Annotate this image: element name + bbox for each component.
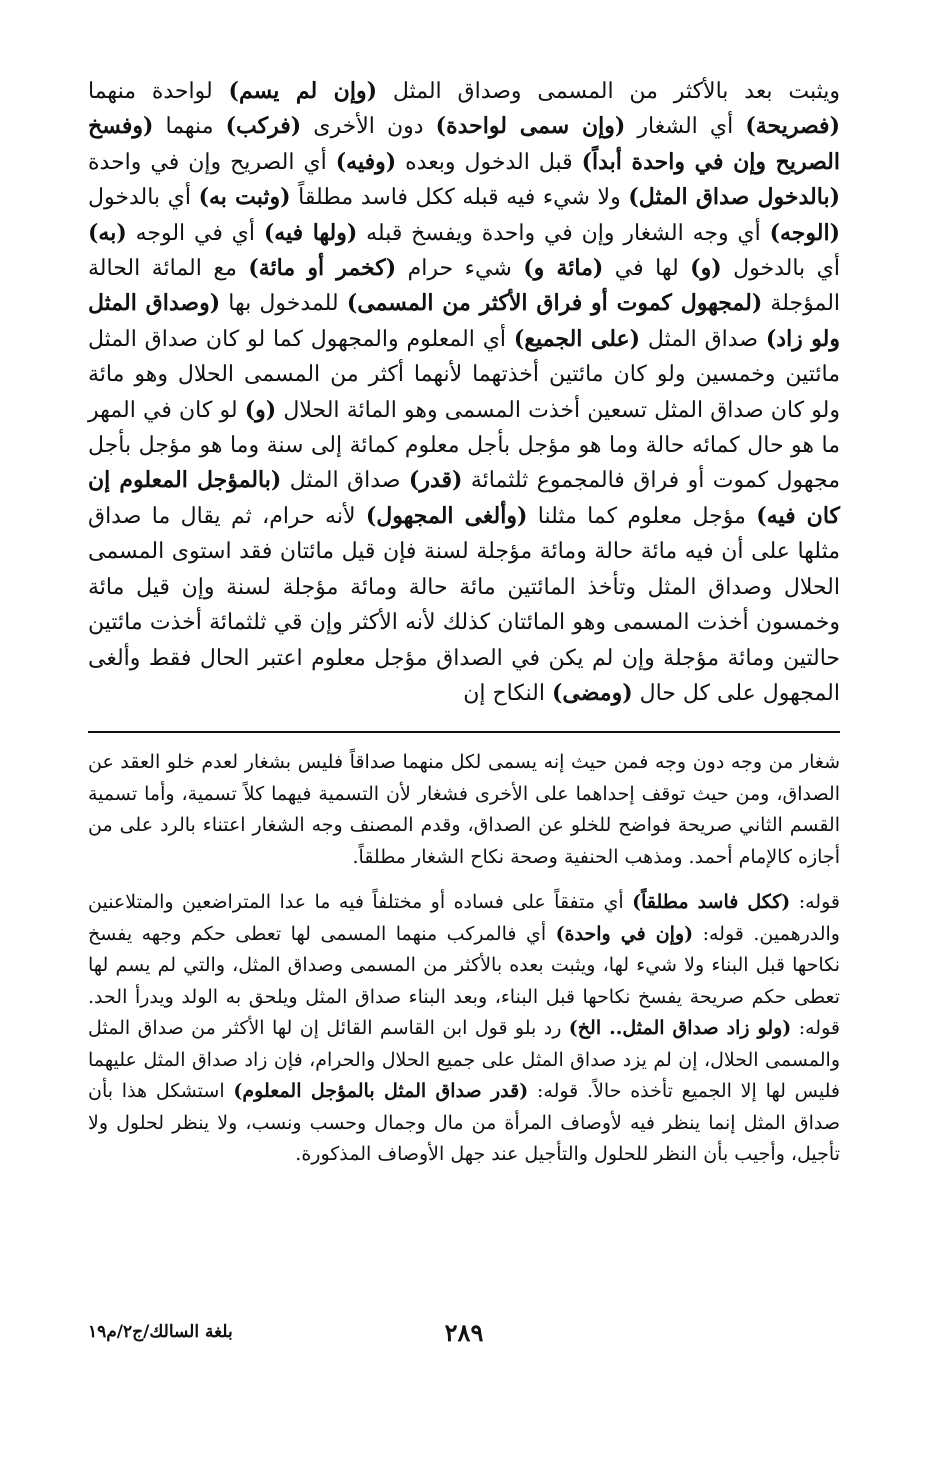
text-run: شغار من وجه دون وجه فمن حيث إنه يسمى لكل منهما صداقاً فليس بشغار لعدم خلو العقد عن الصداق، ومن حيث توقف إحداهما على الأخرى فشغار لأن التسمية فيهما كلاً تسمية، وأما تسمية القسم الثاني صريحة فواضح للخلو عن الصداق، وقدم المصنف وجه الشغار اعتناء بالرد على من أجازه كالإمام أحمد. ومذهب الحنفية وصحة نكاح الشغار مطلقاً.	[88, 751, 840, 868]
emphasized-text: (فركب)	[225, 113, 302, 140]
footnote-separator	[88, 731, 840, 733]
emphasized-text: (وصداق المثل ولو زاد)	[88, 290, 841, 352]
text-run: أي الصريح وإن في واحدة	[88, 149, 336, 175]
emphasized-text: (به)	[88, 219, 127, 246]
emphasized-text: (فصريحة)	[745, 113, 840, 140]
emphasized-text: (و)	[244, 396, 277, 423]
emphasized-text: (الوجه)	[769, 219, 840, 246]
emphasized-text: (وفسخ الصريح وإن في واحدة أبداً)	[88, 113, 840, 175]
emphasized-text: (وثبت به)	[198, 184, 291, 211]
main-text	[88, 74, 840, 711]
page-footer	[88, 1318, 840, 1358]
emphasized-text: (وإن لم يسم)	[228, 78, 377, 104]
text-run: استشكل هذا بأن صداق المثل إنما ينظر فيه لأوصاف المرأة من مال وجمال وحسب ونسب، ولا ينظر لحلول ولا تأجيل، وأجيب بأن النظر للحلول والتأجيل عند جهل الأوصاف المذكورة.	[88, 1080, 840, 1166]
text-run: صداق المثل	[281, 468, 409, 494]
book-signature: بلغة السالك/ج٢/م١٩	[88, 1322, 233, 1342]
text-run: ولا شيء فيه قبله ككل فاسد مطلقاً	[290, 185, 629, 211]
emphasized-text: (وألغى المجهول)	[365, 502, 528, 529]
text-run: مع المائة الحالة المؤجلة	[88, 256, 841, 317]
text-run: أي بالدخول	[721, 256, 840, 282]
text-run: أي الشغار	[625, 114, 746, 140]
text-run: قبل الدخول وبعده	[396, 149, 582, 175]
text-run: أي بالدخول	[88, 185, 199, 211]
text-run: رد بلو قول ابن القاسم القائل إن لها الأكثر من صداق المثل والمسمى الحلال، إن لم يزد صداق المثل على جميع الحلال والحرام، فإن زاد صداق المثل عليهما فليس لها إلا الجميع تأخذه حالاً. قوله:	[88, 1017, 841, 1103]
emphasized-text: (ككل فاسد مطلقاً)	[632, 891, 791, 914]
emphasized-text: (و)	[690, 255, 722, 282]
emphasized-text: (وإن سمى لواحدة)	[435, 113, 626, 140]
emphasized-text: (لمجهول كموت أو فراق الأكثر من المسمى)	[346, 290, 763, 317]
text-run: أي المعلوم والمجهول كما لو كان صداق المثل مائتين وخمسين ولو كان مائتين أخذتهما لأنهما أكثر من المسمى الحلال وهو مائة ولو كان صداق المثل تسعين أخذت المسمى وهو المائة الحلال	[88, 326, 841, 423]
emphasized-text: (وفيه)	[335, 148, 397, 175]
text-run: مؤجل معلوم كما مثلنا	[527, 503, 757, 529]
emphasized-text: (قدر)	[408, 467, 463, 494]
emphasized-text: (بالمؤجل المعلوم إن كان فيه)	[88, 467, 840, 529]
text-run: للمدخول بها	[220, 291, 347, 317]
page-number: ٢٨٩	[444, 1318, 484, 1347]
text-run: لواحدة منهما	[88, 79, 229, 104]
emphasized-text: (ومضى)	[551, 679, 633, 706]
footnotes	[88, 747, 840, 1171]
text-run: صداق المثل	[640, 326, 766, 352]
emphasized-text: (كخمر أو مائة)	[248, 255, 397, 282]
text-run: أي وجه الشغار وإن في واحدة ويفسخ قبله	[357, 220, 770, 246]
text-run: لها في	[603, 256, 691, 282]
footnote-paragraph-2	[88, 887, 840, 1171]
text-run: منهما	[153, 114, 226, 140]
emphasized-text: (على الجميع)	[513, 325, 641, 352]
emphasized-text: (مائة و)	[523, 255, 604, 282]
emphasized-text: (ولها فيه)	[263, 219, 358, 246]
text-run: لأنه حرام، ثم يقال ما صداق مثلها على أن فيه مائة حالة ومائة مؤجلة لسنة فإن قيل مائتان فقد استوى المسمى الحلال وصداق المثل وتأخذ المائتين مائة حالة ومائة مؤجلة لسنة وإن قيل مائة وخمسون أخذت المسمى وهو المائتان كذلك لأنه الأكثر وإن قي ثلثمائة أخذت مائتين حالتين ومائة مؤجلة وإن لم يكن في الصداق مؤجل معلوم اعتبر الحال فقط وألغى المجهول على كل حال	[88, 503, 840, 706]
text-run: أي في الوجه	[126, 220, 264, 246]
text-run: ويثبت بعد بالأكثر من المسمى وصداق المثل	[377, 79, 841, 104]
footnote-paragraph-1	[88, 747, 840, 873]
emphasized-text: (وإن في واحدة)	[555, 922, 694, 945]
text-run: دون الأخرى	[301, 114, 436, 140]
emphasized-text: (بالدخول صداق المثل)	[628, 184, 840, 211]
text-run: شيء حرام	[396, 256, 524, 282]
emphasized-text: (ولو زاد صداق المثل.. الخ)	[568, 1017, 792, 1040]
text-run: النكاح إن	[463, 680, 552, 706]
text-run: أي متفقاً على فساده أو مختلفاً فيه ما عدا المتراضعين والمتلاعنين والدرهمين. قوله:	[88, 891, 840, 945]
book-page	[88, 74, 840, 1171]
emphasized-text: (قدر صداق المثل بالمؤجل المعلوم)	[233, 1080, 529, 1103]
text-run: لو كان في المهر ما هو حال كمائه حالة وما هو مؤجل بأجل معلوم كمائة إلى سنة وما هو مؤجل بأجل مجهول كموت أو فراق فالمجموع ثلثمائة	[88, 397, 840, 494]
text-run: قوله:	[790, 891, 840, 914]
text-run: أي فالمركب منهما المسمى لها تعطى حكم وجهه يفسخ نكاحها قبل البناء ولا شيء لها، ويثبت بعده بالأكثر من المسمى وصداق المثل، والتي لم يسم لها تعطى حكم صريحة يفسخ نكاحها قبل البناء، وبعد البناء صداق المثل ويلحق به الولد ويدرأ الحد. قوله:	[88, 922, 840, 1040]
